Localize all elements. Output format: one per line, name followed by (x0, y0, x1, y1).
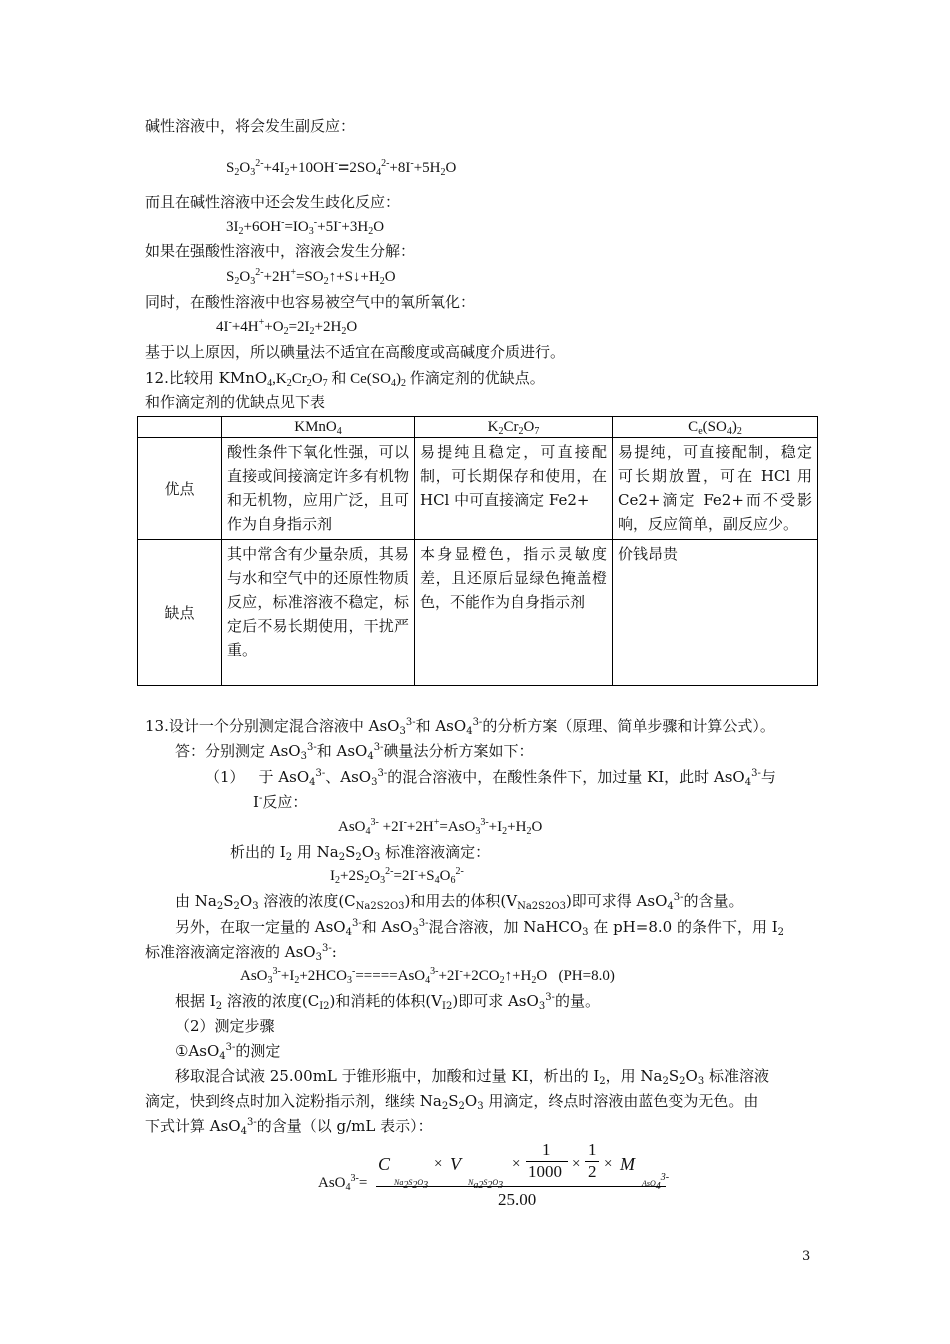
question-12: 12.比较用 $KMnO_4,K_2Cr_2O_7$ 和 $Ce(SO_4)_2$ 作滴定剂的优缺点。 (145, 369, 545, 389)
equation-arsenate-iodide: $AsO_4^{3-} +2I^-+2H^+=AsO_3^{3-}+I_2+H_2O$ (338, 817, 543, 837)
calc-line-2: 根据 $I_2$ 溶液的浓度$(C_{I2})$和消耗的体积$(V_{I2})$即可求 AsO$_3^{3-}$的量。 (175, 992, 600, 1012)
text-line: 基于以上原因，所以碘量法不适宜在高酸度或高碱度介质进行。 (145, 343, 566, 361)
equation-acid-decomposition: $S_2O_3^{2-}+2H^+=SO_2↑+S↓+H_2O$ (226, 267, 396, 287)
arsenate-formula: AsO$_4^{3-}$= C $Na_2S_2O_3$ × V $N_{a2}S_2O_3$ × 1 1000 × 1 2 × M AsO$_4^{3-}$ 25.00 (318, 1140, 670, 1209)
table-row-cons (138, 540, 818, 686)
pros-kmno4: 酸性条件下氧化性强，可以直接或间接滴定许多有机物和无机物，应用广泛，且可作为自身指示剂 (222, 438, 415, 540)
fraction-bar (376, 1186, 666, 1187)
page-number: 3 (802, 1249, 811, 1264)
part-2-line2: 标准溶液滴定溶液的 AsO$_3^{3-}$: (145, 943, 337, 963)
step-1-title: ①AsO$_4^{3-}$的测定 (175, 1042, 281, 1062)
row-label-cons: 缺点 (138, 540, 222, 686)
steps-title: （2）测定步骤 (175, 1017, 275, 1035)
row-label-pros: 优点 (138, 438, 222, 540)
equation-iodine-thiosulfate: $I_2+2S_2O_3^{2-}=2I^-+S_4O_6^{2-}$ (330, 866, 464, 886)
header-kmno4: KMnO$_4$ (222, 417, 415, 438)
equation-arsenite-iodine: $AsO_3^{3-}+I_2+2HCO_3^-=====AsO_4^{3-}+2I^-+2CO_2↑+H_2O$ (PH=8.0) (240, 966, 615, 986)
question-12-prefix: 12.比较用 KMnO (145, 369, 268, 387)
pros-k2cr2o7: 易提纯且稳定，可直接配制，可长期保存和使用，在 HCl 中可直接滴定 Fe2+ (415, 438, 613, 540)
table-row-pros (138, 438, 818, 540)
equation-air-oxidation: $4I^-+4H^++O_2=2I_2+2H_2O$ (216, 317, 358, 337)
cons-kmno4: 其中常含有少量杂质，其易与水和空气中的还原性物质反应，标准溶液不稳定，标定后不易长期使用，干扰严重。 (222, 540, 415, 686)
part-2-line: 另外，在取一定量的 AsO$_4^{3-}$和 AsO$_3^{3-}$混合溶液，加 NaHCO$_3$ 在 pH=8.0 的条件下，用 $I_2$ (175, 918, 785, 938)
equation-disproportionation: $3I_2+6OH^-=IO_3^-+5I^-+3H_2O$ (226, 217, 385, 237)
question-13-title: 13.设计一个分别测定混合溶液中 AsO$_3^{3-}$和 AsO$_4^{3-}$的分析方案（原理、简单步骤和计算公式）。 (145, 717, 775, 737)
cons-ceso4: 价钱昂贵 (613, 540, 818, 686)
text-line: 如果在强酸性溶液中，溶液会发生分解： (145, 242, 416, 260)
text-line: 而且在碱性溶液中还会发生歧化反应： (145, 193, 401, 211)
header-ceso4: $C_e(SO_4)_2$ (613, 417, 818, 438)
text-line: 和作滴定剂的优缺点见下表 (145, 393, 326, 411)
answer-intro: 答：分别测定 AsO$_3^{3-}$和 AsO$_4^{3-}$碘量法分析方案如下： (175, 742, 534, 762)
table-header-row (138, 417, 818, 438)
titration-line: 析出的 $I_2$ 用 $Na_2S_2O_3$ 标准溶液滴定： (230, 843, 491, 863)
pros-ceso4: 易提纯，可直接配制，稳定可长期放置，可在 HCl 用 Ce2+滴定 Fe2+而不受影响，反应简单，副反应少。 (613, 438, 818, 540)
formula-lhs: AsO$_4^{3-}$= (318, 1173, 368, 1193)
part-1-number: （1） (205, 768, 245, 786)
step-1-line3: 下式计算 AsO$_4^{3-}$的含量（以 g/mL 表示）： (145, 1117, 433, 1137)
text-line: 同时，在酸性溶液中也容易被空气中的氧所氧化： (145, 293, 476, 311)
part-1-line: （1） 于 AsO$_4^{3-}$、AsO$_3^{3-}$的混合溶液中，在酸性条件下，加过量 KI，此时 AsO$_4^{3-}$与 (205, 768, 776, 788)
calc-line-1: 由 $Na_2S_2O_3$ 溶液的浓度$(C_{Na2S2O3})$和用去的体积$(V_{Na2S2O3})$即可求得 AsO$_4^{3-}$的含量。 (175, 892, 744, 912)
part-1-line2: I-反应： (253, 793, 308, 811)
step-1-line2: 滴定，快到终点时加入淀粉指示剂，继续 $Na_2S_2O_3$ 用滴定，终点时溶液由蓝色变为无色。由 (145, 1092, 759, 1112)
table-corner-cell (138, 417, 222, 438)
text-line: 碱性溶液中，将会发生副反应： (145, 117, 356, 135)
comparison-table (137, 416, 818, 686)
header-k2cr2o7: $K_2Cr_2O_7$ (415, 417, 613, 438)
formula-denominator: 25.00 (498, 1190, 537, 1209)
cons-k2cr2o7: 本身显橙色，指示灵敏度差，且还原后显绿色掩盖橙色，不能作为自身指示剂 (415, 540, 613, 686)
step-1-line1: 移取混合试液 25.00mL 于锥形瓶中，加酸和过量 KI，析出的 $I_2$，用 $Na_2S_2O_3$ 标准溶液 (175, 1067, 769, 1087)
equation-thiosulfate-alkaline: $S_2O_3^{2-}+4I_2+10OH^-=2SO_4^{2-}+8I^-+5H_2O$ (226, 157, 457, 179)
